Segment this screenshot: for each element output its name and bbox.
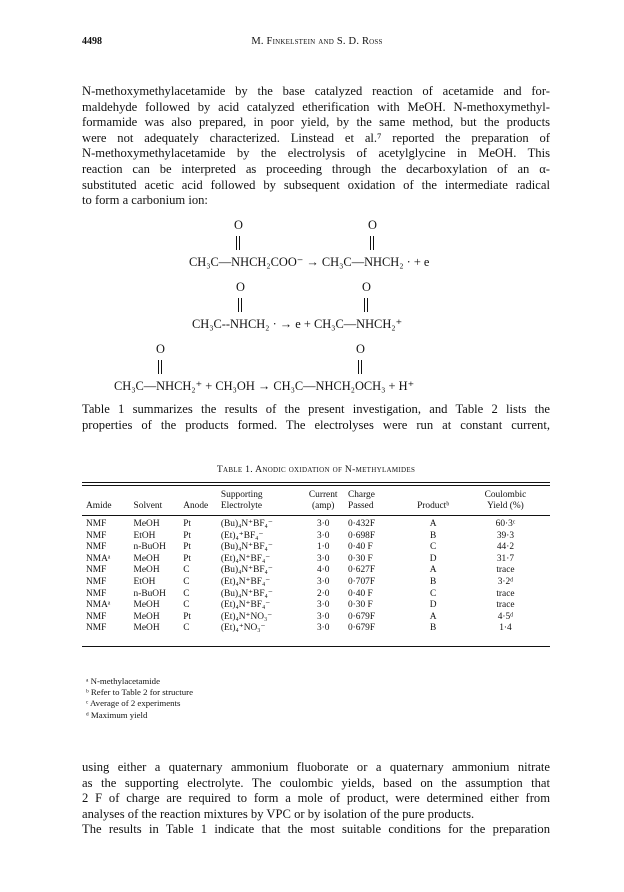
header-amide: Amide: [86, 501, 112, 511]
cell-current: 3·0: [316, 623, 330, 634]
cell-yield: 31·7: [496, 553, 515, 564]
cell-charge: 0·30 F: [347, 600, 373, 611]
header-current-line1: Current: [308, 490, 338, 500]
cell-electrolyte: (Et)₄⁺NO₃⁻: [220, 623, 266, 634]
text-line: to form a carbonium ion:: [82, 193, 208, 208]
text-line: reaction can be interpreted as proceeding through the decarboxylation of an α-: [82, 161, 550, 176]
table-row: [82, 623, 550, 635]
text-line: N-methoxymethylacetamide by the electrolysis of acetylglycine in MeOH. This: [82, 146, 550, 161]
cell-yield: 60·3ᶜ: [495, 519, 516, 529]
cell-current: 3·0: [316, 519, 330, 529]
header-product: Productᵇ: [417, 501, 450, 511]
cell-solvent: n-BuOH: [133, 542, 166, 553]
cell-product: A: [429, 611, 437, 622]
cell-anode: C: [183, 600, 190, 611]
cell-product: A: [429, 565, 437, 576]
cell-anode: C: [183, 623, 190, 634]
cell-current: 3·0: [316, 530, 330, 541]
cell-solvent: MeOH: [133, 553, 160, 564]
cell-yield: 44·2: [496, 542, 515, 553]
cell-current: 3·0: [316, 576, 330, 587]
cell-electrolyte: (Et)₄N⁺NO₃⁻: [220, 611, 273, 622]
cell-amide: NMF: [86, 565, 107, 576]
cell-yield: 3·2ᵈ: [497, 576, 514, 587]
table-row: [82, 600, 550, 612]
page-number: 4498: [82, 36, 102, 47]
cell-yield: 39·3: [496, 530, 515, 541]
cell-amide: NMF: [86, 519, 107, 529]
header-electrolyte-line1: Supporting: [220, 490, 263, 500]
table-row: [82, 554, 550, 566]
table-row: [82, 519, 550, 531]
cell-anode: Pt: [183, 519, 192, 529]
text-line: Table 1 summarizes the results of the present investigation, and Table 2 lists the: [82, 402, 550, 416]
cell-anode: Pt: [183, 553, 192, 564]
text-line: using either a quaternary ammonium fluoborate or a quaternary ammonium nitrate: [82, 760, 550, 774]
header-electrolyte: [221, 486, 298, 512]
double-bond-mark: [364, 298, 368, 312]
cell-solvent: n-BuOH: [133, 588, 166, 599]
text-line: substituted acetic acid followed by subsequent oxidation of the intermediate radical: [82, 177, 550, 192]
cell-electrolyte: (Bu)₄N⁺BF₄⁻: [220, 542, 273, 553]
cell-electrolyte: (Et)₄N⁺BF₄⁻: [220, 576, 271, 587]
cell-solvent: MeOH: [133, 565, 160, 576]
cell-product: C: [430, 542, 437, 553]
header-solvent: Solvent: [133, 501, 163, 511]
header-electrolyte-line2: Electrolyte: [220, 501, 263, 511]
equation-3: CH₃C—NHCH₂⁺ + CH₃OH → CH₃C—NHCH₂OCH₃ + H⁺: [114, 379, 415, 393]
cell-yield: trace: [496, 600, 515, 611]
page-header: [82, 36, 552, 50]
carbonyl-oxygen: O: [356, 342, 365, 356]
cell-solvent: MeOH: [133, 623, 160, 634]
cell-solvent: MeOH: [133, 600, 160, 611]
text-line: as the supporting electrolyte. The coulombic yields, based on the assumption that: [82, 775, 550, 790]
footnote: ᶜ Average of 2 experiments: [86, 698, 181, 709]
cell-charge: 0·707F: [347, 576, 376, 587]
carbonyl-oxygen: O: [234, 218, 243, 232]
cell-anode: Pt: [183, 530, 192, 541]
footnote: ᵇ Refer to Table 2 for structure: [86, 687, 193, 698]
cell-charge: 0·30 F: [347, 553, 373, 564]
cell-electrolyte: (Et)₄N⁺BF₄⁻: [220, 600, 271, 611]
table-row: [82, 542, 550, 554]
cell-product: D: [429, 553, 437, 564]
header-anode: Anode: [183, 501, 209, 511]
double-bond-mark: [236, 236, 240, 250]
double-bond-mark: [238, 298, 242, 312]
footnote: ᵃ N-methylacetamide: [86, 676, 160, 686]
cell-current: 2·0: [316, 588, 330, 599]
cell-solvent: EtOH: [133, 576, 156, 587]
cell-anode: Pt: [183, 542, 192, 553]
header-current-line2: (amp): [312, 501, 335, 511]
cell-charge: 0·679F: [347, 623, 376, 634]
cell-electrolyte: (Et)₄⁺BF₄⁻: [220, 530, 264, 541]
cell-electrolyte: (Bu)₄N⁺BF₄⁻: [220, 565, 273, 576]
mid-paragraph: [82, 402, 550, 433]
text-line: The results in Table 1 indicate that the most suitable conditions for the preparation: [82, 822, 550, 837]
cell-yield: trace: [496, 588, 515, 599]
table-row: [82, 589, 550, 601]
text-line: formamide was also prepared, in poor yield, by the same method, but the products: [82, 115, 550, 130]
cell-electrolyte: (Bu)₄N⁺BF₄⁻: [220, 519, 273, 529]
footnote: ᵈ Maximum yield: [86, 709, 148, 720]
cell-product: C: [430, 588, 437, 599]
table-row: [82, 531, 550, 543]
table-row: [82, 612, 550, 624]
intro-paragraph: [82, 84, 550, 209]
table-caption: Table 1. Anodic oxidation of N-methylamides: [216, 464, 416, 475]
cell-product: A: [429, 519, 437, 529]
equation-2: CH₃C--NHCH₂ · → e + CH₃C—NHCH₂⁺: [192, 317, 403, 331]
cell-charge: 0·40 F: [347, 588, 373, 599]
double-bond-mark: [158, 360, 162, 374]
cell-amide: NMF: [86, 623, 107, 634]
cell-solvent: EtOH: [133, 530, 156, 541]
cell-anode: C: [183, 588, 190, 599]
cell-product: D: [429, 600, 437, 611]
cell-anode: Pt: [183, 611, 192, 622]
cell-amide: NMF: [86, 542, 107, 553]
cell-amide: NMAᵃ: [86, 600, 111, 611]
cell-amide: NMF: [86, 530, 107, 541]
cell-amide: NMF: [86, 611, 107, 622]
cell-amide: NMF: [86, 576, 107, 587]
cell-electrolyte: (Et)₄N⁺BF₄⁻: [220, 553, 271, 564]
header-current: [298, 486, 348, 512]
table-row: [82, 577, 550, 589]
header-charge-line1: Charge: [347, 490, 375, 500]
text-line: maldehyde followed by acid catalyzed etherification with MeOH. N-methoxymethyl-: [82, 99, 550, 114]
carbonyl-oxygen: O: [368, 218, 377, 232]
table-top-rule: [82, 482, 550, 483]
table-footnotes: [86, 676, 193, 721]
table-header-row: [82, 486, 550, 512]
cell-yield: 4·5ᵈ: [497, 611, 514, 622]
carbonyl-oxygen: O: [236, 280, 245, 294]
cell-anode: C: [183, 576, 190, 587]
cell-anode: C: [183, 565, 190, 576]
double-bond-mark: [370, 236, 374, 250]
cell-charge: 0·40 F: [347, 542, 373, 553]
text-line: N-methoxymethylacetamide by the base catalyzed reaction of acetamide and for-: [82, 84, 550, 98]
results-table: [82, 486, 550, 635]
text-line: were not adequately characterized. Linstead et al.⁷ reported the preparation of: [82, 130, 550, 145]
cell-solvent: MeOH: [133, 519, 160, 529]
cell-amide: NMF: [86, 588, 107, 599]
text-line: properties of the products formed. The electrolyses were run at constant current,: [82, 417, 550, 432]
cell-product: B: [430, 623, 437, 634]
equation-1: CH₃C—NHCH₂COO⁻ → CH₃C—NHCH₂ · + e: [189, 255, 430, 269]
cell-charge: 0·698F: [347, 530, 376, 541]
carbonyl-oxygen: O: [362, 280, 371, 294]
header-yield-line2: Yield (%): [487, 501, 524, 511]
cell-current: 3·0: [316, 600, 330, 611]
header-yield: [461, 486, 550, 512]
text-line: analyses of the reaction mixtures by VPC or by isolation of the pure products.: [82, 806, 475, 821]
cell-charge: 0·679F: [347, 611, 376, 622]
header-charge-line2: Passed: [347, 501, 374, 511]
double-bond-mark: [358, 360, 362, 374]
text-line: 2 F of charge are required to form a mole of product, were determined either from: [82, 791, 550, 806]
carbonyl-oxygen: O: [156, 342, 165, 356]
cell-electrolyte: (Bu)₄N⁺BF₄⁻: [220, 588, 273, 599]
cell-amide: NMAᵃ: [86, 553, 111, 564]
header-charge: [348, 486, 405, 512]
cell-charge: 0·627F: [347, 565, 376, 576]
cell-yield: 1·4: [499, 623, 512, 634]
cell-solvent: MeOH: [133, 611, 160, 622]
cell-product: B: [430, 530, 437, 541]
table-row: [82, 565, 550, 577]
cell-current: 3·0: [316, 611, 330, 622]
cell-product: B: [430, 576, 437, 587]
cell-current: 1·0: [316, 542, 330, 553]
table-bottom-rule: [82, 646, 550, 647]
closing-paragraph: [82, 760, 550, 838]
cell-current: 4·0: [316, 565, 330, 576]
running-title: M. Finkelstein and S. D. Ross: [251, 36, 383, 47]
cell-current: 3·0: [316, 553, 330, 564]
header-yield-line1: Coulombic: [484, 490, 527, 500]
cell-yield: trace: [496, 565, 515, 576]
cell-charge: 0·432F: [347, 519, 376, 529]
